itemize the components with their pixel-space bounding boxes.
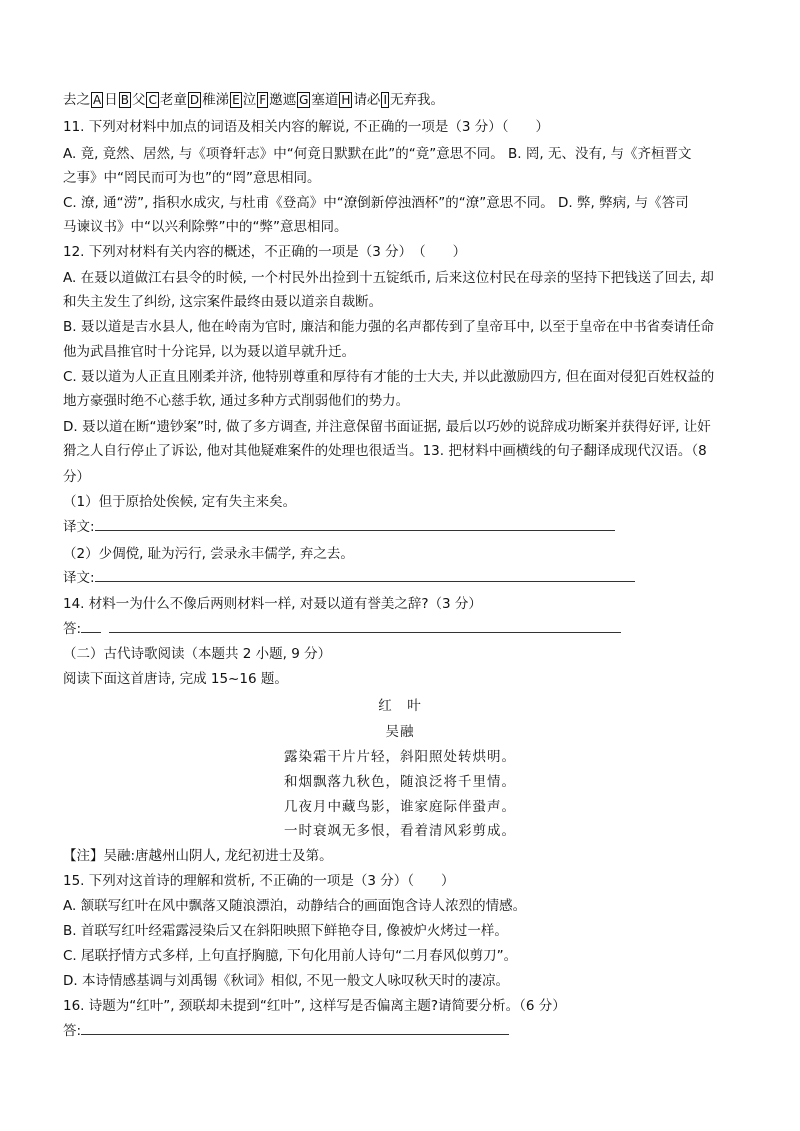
q12-option-d-line2: 猾之人自行停止了诉讼, 他对其他疑难案件的处理也很适当。13. 把材料中画横线的句子翻译成现代汉语。（8 <box>63 443 707 459</box>
q12-option-c-line1: C. 聂以道为人正直且刚柔并济, 他特别尊重和厚待有才能的士大夫, 并以此激励四方, 但在面对侵犯百姓权益的 <box>63 369 715 385</box>
poem-line: 露染霜干片片轻，斜阳照处转烘明。 <box>284 749 516 765</box>
q12-option-c-line2: 地方豪强时绝不心慈手软, 通过多种方式削弱他们的势力。 <box>63 393 410 409</box>
q12-option-a-line2: 和失主发生了纠纷, 这宗案件最终由聂以道亲自裁断。 <box>63 294 383 310</box>
q13-answer-row-2 <box>63 569 635 587</box>
poem-note: 【注】吴融:唐越州山阴人, 龙纪初进士及第。 <box>63 848 333 864</box>
line-prefix: 去之 <box>63 92 90 108</box>
q16-stem: 16. 诗题为“红叶”, 颈联却未提到“红叶”, 这样写是否偏离主题?请简要分析。（6 分） <box>63 998 566 1014</box>
segment-box-label: I <box>383 93 387 107</box>
segment-text: 父 <box>131 92 146 108</box>
q11-option-ab-line2: 之事》中“罔民而可为也”的“罔”意思相同。 <box>63 170 321 186</box>
q12-option-a-line1: A. 在聂以道做江右县令的时候, 一个村民外出捡到十五锭纸币, 后来这位村民在母亲的坚持下把钱送了回去, 却 <box>63 270 714 286</box>
segment-box-label: A <box>93 93 102 107</box>
q12-option-b-line1: B. 聂以道是吉水县人, 他在岭南为官时, 廉洁和能力强的名声都传到了皇帝耳中, 以至于皇帝在中书省奏请任命 <box>63 319 715 335</box>
passage-line-punctuation <box>63 91 444 109</box>
answer-line[interactable] <box>95 518 615 531</box>
poem-title: 红 叶 <box>378 698 422 714</box>
segment-box-label: F <box>259 93 267 107</box>
answer-line-short[interactable] <box>81 620 101 633</box>
segment-text: 无弃我。 <box>389 92 444 108</box>
segment-text: 泣 <box>242 92 257 108</box>
poem-line: 一时衰飒无多恨，看着清风彩剪成。 <box>284 823 516 839</box>
q11-option-ab-line1: A. 竟, 竟然、居然, 与《项脊轩志》中“何竟日默默在此”的“竟”意思不同。 B. 罔, 无、没有, 与《齐桓晋文 <box>63 146 692 162</box>
q12-option-d-line3: 分） <box>63 469 90 485</box>
poem-line: 和烟飘落九秋色，随浪泛将千里情。 <box>284 774 516 790</box>
q15-option-c: C. 尾联抒情方式多样, 上句直抒胸臆, 下句化用前人诗句“二月春风似剪刀”。 <box>63 948 518 964</box>
answer-line[interactable] <box>81 1022 509 1035</box>
q12-option-b-line2: 他为武昌推官时十分诧异, 以为聂以道早就升迁。 <box>63 344 356 360</box>
q14-stem: 14. 材料一为什么不像后两则材料一样, 对聂以道有誉美之辞?（3 分） <box>63 596 482 612</box>
segment-text: 老童 <box>159 92 187 108</box>
q11-stem: 11. 下列对材料中加点的词语及相关内容的解说, 不正确的一项是（3 分）（ ） <box>63 119 549 135</box>
q15-option-b: B. 首联写红叶经霜露浸染后又在斜阳映照下鲜艳夺目, 像被炉火烤过一样。 <box>63 923 508 939</box>
section-2-instruction: 阅读下面这首唐诗, 完成 15~16 题。 <box>63 671 288 687</box>
translation-label: 译文: <box>63 570 95 586</box>
segment-box-label: B <box>120 93 129 107</box>
segment-group <box>90 92 444 108</box>
segment-box-label: C <box>148 93 157 107</box>
answer-line[interactable] <box>95 569 635 582</box>
q13-sentence-2: （2）少倜傥, 耻为污行, 尝录永丰儒学, 弃之去。 <box>63 546 354 562</box>
answer-line[interactable] <box>109 620 621 633</box>
q15-option-a: A. 颔联写红叶在风中飘落又随浪漂泊，动静结合的画面饱含诗人浓烈的情感。 <box>63 898 527 914</box>
q11-option-cd-line1: C. 潦, 通“涝”, 指积水成灾, 与杜甫《登高》中“潦倒新停浊酒杯”的“潦”意思不同。 D. 弊, 弊病, 与《答司 <box>63 195 689 211</box>
segment-text: 稚涕 <box>202 92 230 108</box>
poem-author: 吴融 <box>385 724 415 740</box>
segment-box-label: D <box>189 93 200 107</box>
q11-option-cd-line2: 马谏议书》中“以兴利除弊”中的“弊”意思相同。 <box>63 219 348 235</box>
q14-answer-row <box>63 620 621 638</box>
q15-option-d: D. 本诗情感基调与刘禹锡《秋词》相似, 不见一般文人咏叹秋天时的凄凉。 <box>63 973 510 989</box>
q12-stem: 12. 下列对材料有关内容的概述，不正确的一项是（3 分） （ ） <box>63 244 467 260</box>
segment-text: 日 <box>104 92 118 108</box>
translation-label: 译文: <box>63 519 95 535</box>
q12-option-d-line1: D. 聂以道在断“遗钞案”时, 做了多方调查, 并注意保留书面证据, 最后以巧妙的说辞成功断案并获得好评, 让奸 <box>63 419 711 435</box>
answer-label: 答: <box>63 1023 82 1039</box>
q13-answer-row-1 <box>63 518 615 536</box>
section-2-title: （二）古代诗歌阅读（本题共 2 小题, 9 分） <box>63 646 332 662</box>
segment-text: 请必 <box>353 92 381 108</box>
q16-answer-row <box>63 1022 509 1040</box>
segment-box-label: E <box>232 93 240 107</box>
segment-box-label: G <box>299 93 309 107</box>
q15-stem: 15. 下列对这首诗的理解和赏析, 不正确的一项是（3 分）（ ） <box>63 873 455 889</box>
segment-text: 塞道 <box>311 92 339 108</box>
q13-sentence-1: （1）但于原拾处俟候, 定有失主来矣。 <box>63 494 297 510</box>
segment-box-label: H <box>341 93 351 107</box>
poem-line: 几夜月中藏鸟影，谁家庭际伴蛩声。 <box>284 799 516 815</box>
answer-label: 答: <box>63 621 82 637</box>
segment-text: 邀遮 <box>269 92 297 108</box>
